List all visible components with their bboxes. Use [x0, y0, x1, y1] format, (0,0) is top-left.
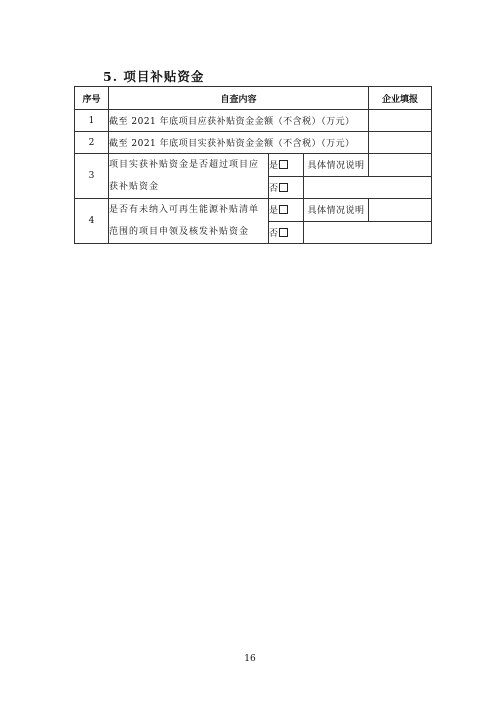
no-label: 否	[269, 183, 279, 194]
no-option[interactable]	[269, 221, 304, 244]
yes-option[interactable]	[269, 154, 304, 177]
yes-option[interactable]	[269, 199, 304, 222]
situation-label: 具体情况说明	[304, 199, 369, 222]
row-content: 是否有未纳入可再生能源补贴清单范围的项目申领及核发补贴资金	[109, 199, 269, 244]
situation-fill-cell[interactable]	[369, 199, 432, 222]
header-index: 序号	[75, 87, 109, 110]
empty-cell	[304, 221, 432, 244]
checkbox-icon[interactable]	[279, 183, 288, 192]
row-index: 2	[75, 132, 109, 154]
situation-label: 具体情况说明	[304, 154, 369, 177]
row-index: 1	[75, 110, 109, 132]
situation-fill-cell[interactable]	[369, 154, 432, 177]
yes-label: 是	[269, 206, 279, 217]
header-content: 自查内容	[109, 87, 369, 110]
table-header-row	[75, 87, 432, 110]
table-row	[75, 199, 432, 222]
no-label: 否	[269, 228, 279, 239]
page-number: 16	[244, 654, 256, 664]
fill-cell[interactable]	[369, 110, 432, 132]
no-option[interactable]	[269, 176, 304, 199]
section-heading: 5. 项目补贴资金	[103, 69, 205, 84]
row-content: 截至 2021 年底项目实获补贴资金金额（不含税）（万元）	[109, 132, 369, 154]
header-fill: 企业填报	[369, 87, 432, 110]
checkbox-icon[interactable]	[279, 160, 288, 169]
subsidy-selfcheck-table	[74, 86, 432, 244]
checkbox-icon[interactable]	[279, 228, 288, 237]
row-content: 截至 2021 年底项目应获补贴资金金额（不含税）（万元）	[109, 110, 369, 132]
yes-label: 是	[269, 161, 279, 172]
checkbox-icon[interactable]	[279, 205, 288, 214]
row-content: 项目实获补贴资金是否超过项目应获补贴资金	[109, 154, 269, 199]
empty-cell	[304, 176, 432, 199]
table-row	[75, 154, 432, 177]
table-row	[75, 132, 432, 154]
fill-cell[interactable]	[369, 132, 432, 154]
row-index: 4	[75, 199, 109, 244]
row-index: 3	[75, 154, 109, 199]
table-row	[75, 110, 432, 132]
